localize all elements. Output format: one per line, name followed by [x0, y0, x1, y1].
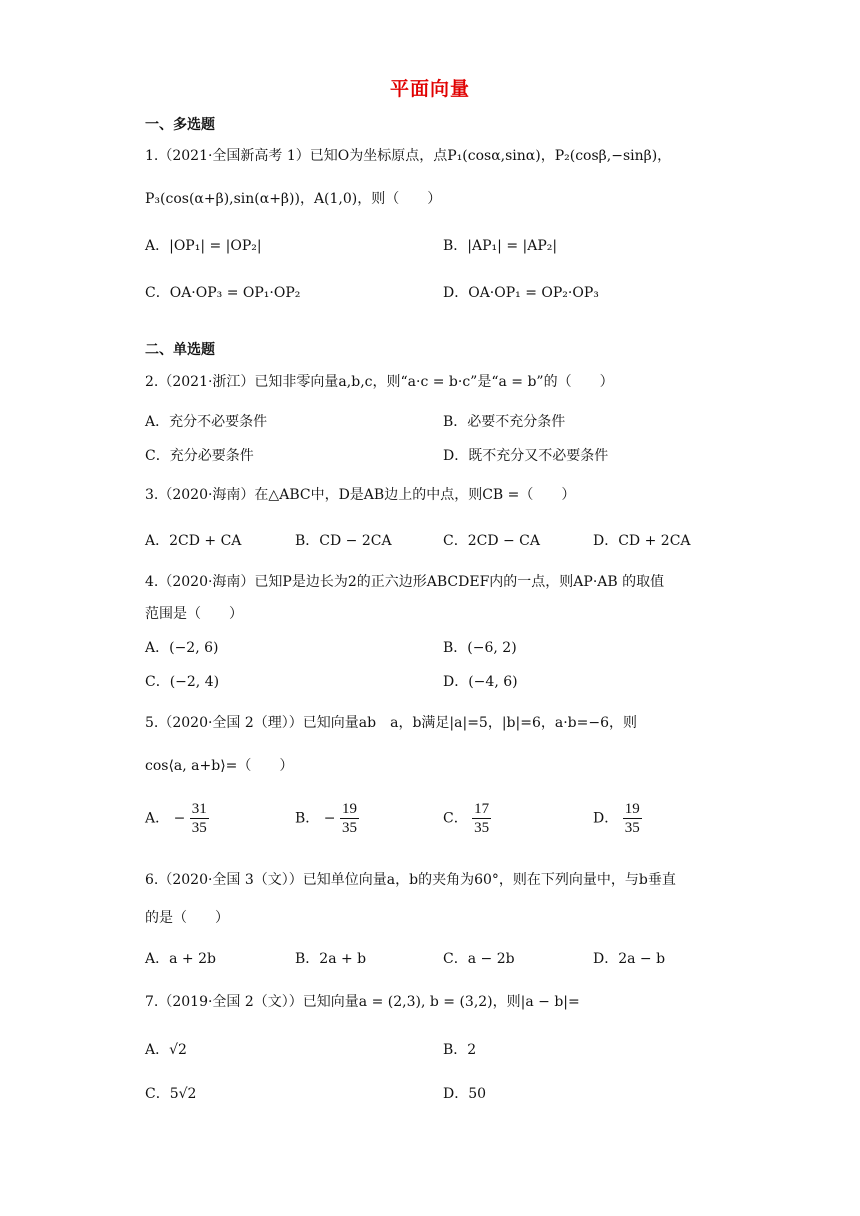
question-6-stem-line-2: 的是（ ） — [145, 910, 229, 926]
question-6-option-d: D．2a − b — [593, 951, 666, 967]
section-heading-multiple-choice: 一、多选题 — [145, 117, 215, 133]
question-5-option-a — [145, 800, 209, 837]
question-1-option-b: B．|AP₁| = |AP₂| — [443, 238, 558, 254]
fraction — [472, 800, 491, 837]
question-4-option-a: A．(−2, 6) — [145, 640, 219, 656]
fraction-denominator: 35 — [191, 820, 207, 836]
option-label: A． — [145, 810, 170, 827]
page-title: 平面向量 — [389, 78, 470, 100]
section-heading-single-choice: 二、单选题 — [145, 342, 215, 358]
question-4-stem-line-2: 范围是（ ） — [145, 606, 243, 622]
option-label: B． — [295, 810, 320, 827]
question-6-option-c: C．a − 2b — [443, 951, 515, 967]
question-4-option-b: B．(−6, 2) — [443, 640, 517, 656]
question-5-option-d — [593, 800, 642, 837]
option-label: C． — [443, 810, 468, 827]
fraction-numerator: 19 — [624, 801, 640, 817]
fraction-denominator: 35 — [341, 820, 357, 836]
question-2-stem: 2.（2021·浙江）已知非零向量a,b,c，则“a·c = b·c”是“a = b”的（ ） — [145, 374, 614, 390]
fraction-numerator: 17 — [474, 801, 490, 817]
question-2-option-c: C．充分必要条件 — [145, 448, 254, 464]
question-7-stem: 7.（2019·全国 2（文））已知向量a = (2,3), b = (3,2)，则|a − b|= — [145, 994, 580, 1010]
question-6-stem-line-1: 6.（2020·全国 3（文））已知单位向量a，b的夹角为60°，则在下列向量中，与b垂直 — [145, 872, 676, 888]
fraction-denominator: 35 — [474, 820, 490, 836]
question-3-option-a: A．2CD + CA — [145, 533, 242, 549]
fraction — [190, 800, 209, 837]
negative-sign: − — [173, 810, 186, 827]
question-5-stem-line-2: cos⟨a, a+b⟩=（ ） — [145, 758, 294, 774]
question-1-stem-line-2: P₃(cos(α+β),sin(α+β))，A(1,0)，则（ ） — [145, 191, 442, 207]
question-7-option-a: A．√2 — [145, 1042, 187, 1058]
question-6-option-a: A．a + 2b — [145, 951, 216, 967]
question-1-stem-line-1: 1.（2021·全国新高考 1）已知O为坐标原点，点P₁(cosα,sinα)，P₂(cosβ,−sinβ)， — [145, 148, 672, 164]
question-2-option-d: D．既不充分又不必要条件 — [443, 448, 609, 464]
question-7-option-d: D．50 — [443, 1086, 487, 1102]
question-1-option-c: C．OA·OP₃ = OP₁·OP₂ — [145, 285, 301, 301]
negative-sign: − — [323, 810, 336, 827]
question-5-option-c — [443, 800, 491, 837]
fraction — [623, 800, 642, 837]
fraction — [340, 800, 359, 837]
option-label: D． — [593, 810, 619, 827]
question-3-option-d: D．CD + 2CA — [593, 533, 691, 549]
question-4-stem-line-1: 4.（2020·海南）已知P是边长为2的正六边形ABCDEF内的一点，则AP·AB 的取值 — [145, 574, 665, 590]
question-4-option-c: C．(−2, 4) — [145, 674, 220, 690]
question-1-option-d: D．OA·OP₁ = OP₂·OP₃ — [443, 285, 599, 301]
question-3-stem: 3.（2020·海南）在△ABC中，D是AB边上的中点，则CB =（ ） — [145, 487, 576, 503]
fraction-numerator: 31 — [191, 801, 207, 817]
question-5-option-b — [295, 800, 359, 837]
question-1-option-a: A．|OP₁| = |OP₂| — [145, 238, 262, 254]
question-7-option-c: C．5√2 — [145, 1086, 197, 1102]
question-2-option-b: B．必要不充分条件 — [443, 414, 566, 430]
fraction-denominator: 35 — [624, 820, 640, 836]
question-6-option-b: B．2a + b — [295, 951, 367, 967]
question-2-option-a: A．充分不必要条件 — [145, 414, 268, 430]
question-4-option-d: D．(−4, 6) — [443, 674, 518, 690]
question-7-option-b: B．2 — [443, 1042, 477, 1058]
question-3-option-c: C．2CD − CA — [443, 533, 541, 549]
question-3-option-b: B．CD − 2CA — [295, 533, 392, 549]
fraction-numerator: 19 — [341, 801, 357, 817]
question-5-stem-line-1: 5.（2020·全国 2（理））已知向量ab a，b满足|a|=5，|b|=6，a·b=−6，则 — [145, 715, 637, 731]
